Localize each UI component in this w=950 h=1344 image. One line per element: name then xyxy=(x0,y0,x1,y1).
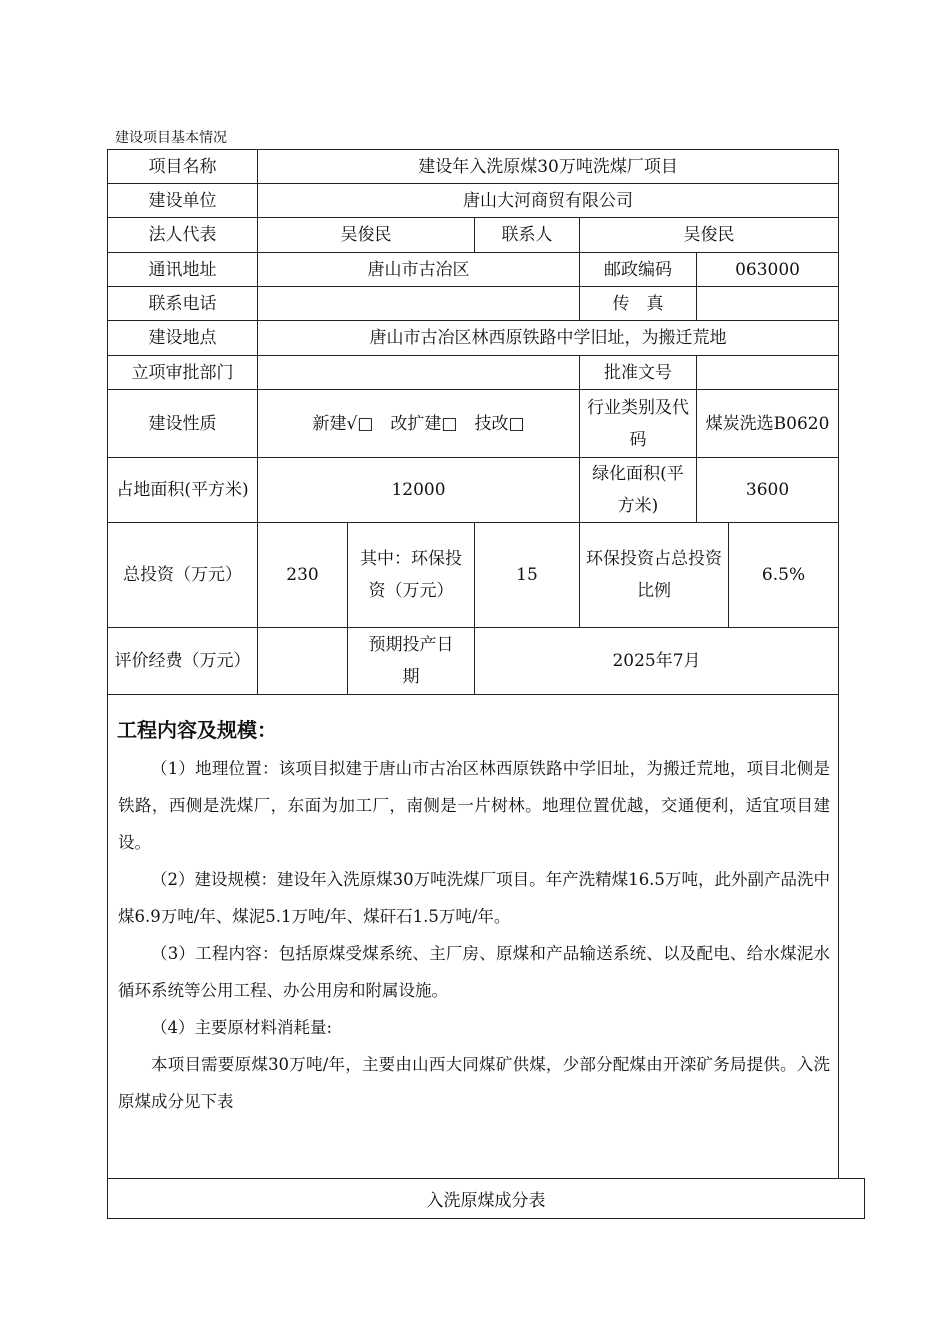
builder-value: 唐山大河商贸有限公司 xyxy=(258,184,839,218)
approval-dept-label: 立项审批部门 xyxy=(108,356,258,390)
env-ratio-value: 6.5% xyxy=(729,523,839,628)
green-area-label: 绿化面积(平方米) xyxy=(580,458,697,523)
land-area-label: 占地面积(平方米) xyxy=(108,458,258,523)
nature-value: 新建√□ 改扩建□ 技改□ xyxy=(258,390,580,458)
address-value: 唐山市古冶区 xyxy=(258,253,580,287)
project-info-table xyxy=(107,149,839,695)
project-name-label: 项目名称 xyxy=(108,150,258,184)
env-ratio-label: 环保投资占总投资比例 xyxy=(580,523,729,628)
phone-label: 联系电话 xyxy=(108,287,258,321)
phone-value xyxy=(258,287,580,321)
prod-date-label: 预期投产日 期 xyxy=(348,628,475,695)
postcode-value: 063000 xyxy=(697,253,839,287)
legal-rep-value: 吴俊民 xyxy=(258,218,475,253)
content-body xyxy=(118,750,830,1120)
eval-fee-label: 评价经费（万元） xyxy=(108,628,258,695)
table-caption: 建设项目基本情况 xyxy=(115,130,227,146)
coal-composition-table-title: 入洗原煤成分表 xyxy=(107,1178,865,1219)
content-section xyxy=(107,694,839,1178)
postcode-label: 邮政编码 xyxy=(580,253,697,287)
paragraph-scale: （2）建设规模：建设年入洗原煤30万吨洗煤厂项目。年产洗精煤16.5万吨，此外副产品洗中煤6.9万吨/年、煤泥5.1万吨/年、煤矸石1.5万吨/年。 xyxy=(118,870,830,926)
eval-fee-value xyxy=(258,628,348,695)
legal-rep-label: 法人代表 xyxy=(108,218,258,253)
project-name-value: 建设年入洗原煤30万吨洗煤厂项目 xyxy=(258,150,839,184)
fax-value xyxy=(697,287,839,321)
total-invest-label: 总投资（万元） xyxy=(108,523,258,628)
site-value: 唐山市古冶区林西原铁路中学旧址，为搬迁荒地 xyxy=(258,321,839,356)
paragraph-materials-heading: （4）主要原材料消耗量: xyxy=(151,1018,333,1037)
content-title: 工程内容及规模： xyxy=(117,718,277,742)
green-area-value: 3600 xyxy=(697,458,839,523)
fax-label: 传 真 xyxy=(580,287,697,321)
approval-no-value xyxy=(697,356,839,390)
approval-dept-value xyxy=(258,356,580,390)
contact-label: 联系人 xyxy=(475,218,580,253)
env-invest-label: 其中：环保投资（万元） xyxy=(348,523,475,628)
total-invest-value: 230 xyxy=(258,523,348,628)
industry-value: 煤炭洗选B0620 xyxy=(697,390,839,458)
nature-label: 建设性质 xyxy=(108,390,258,458)
land-area-value: 12000 xyxy=(258,458,580,523)
paragraph-location: （1）地理位置：该项目拟建于唐山市古冶区林西原铁路中学旧址，为搬迁荒地，项目北侧是铁路，西侧是洗煤厂，东面为加工厂，南侧是一片树林。地理位置优越，交通便利，适宜项目建设。 xyxy=(118,759,830,852)
industry-label: 行业类别及代码 xyxy=(580,390,697,458)
prod-date-value: 2025年7月 xyxy=(475,628,839,695)
paragraph-works: （3）工程内容：包括原煤受煤系统、主厂房、原煤和产品输送系统、以及配电、给水煤泥水循环系统等公用工程、办公用房和附属设施。 xyxy=(118,944,830,1000)
approval-no-label: 批准文号 xyxy=(580,356,697,390)
paragraph-materials: 本项目需要原煤30万吨/年，主要由山西大同煤矿供煤，少部分配煤由开滦矿务局提供。入洗原煤成分见下表 xyxy=(118,1055,830,1111)
address-label: 通讯地址 xyxy=(108,253,258,287)
env-invest-value: 15 xyxy=(475,523,580,628)
contact-value: 吴俊民 xyxy=(580,218,839,253)
site-label: 建设地点 xyxy=(108,321,258,356)
builder-label: 建设单位 xyxy=(108,184,258,218)
